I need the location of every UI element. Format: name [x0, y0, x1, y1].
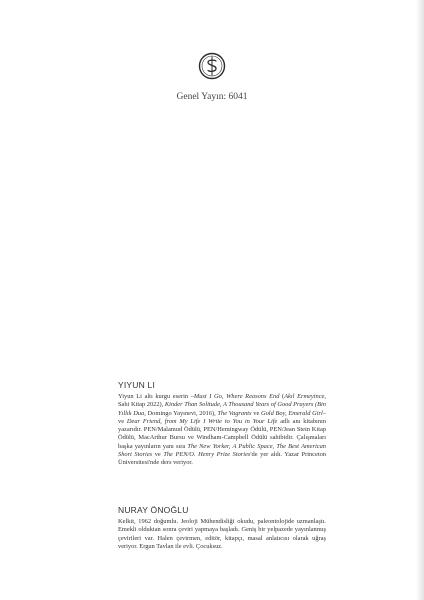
- translator-bio: Kelkit, 1962 doğumlu. Jeoloji Mühendisliği okudu, paleontolojide uzmanlaştı. Emekli olduktan sonra çeviri yapmaya başladı. Geniş bir yelpazede yayınlanmış çevirileri var. Halen çevirmen, editör, kitapçı, masal anlatıcısı olarak uğraş veriyor. Ergun Tavlan ile evli. Çocuksuz.: [118, 518, 326, 550]
- author-section: [118, 380, 326, 468]
- author-name: YIYUN LI: [118, 380, 156, 390]
- author-bio: Yiyun Li altı kurgu eserin –Must I Go, Where Reasons End (Akıl Ermeyince, Sahi Kitap 2022), Kinder Than Solitude, A Thousand Years of Good Prayers (Bin Yıllık Dua, Domingo Yayınevi, 2016), The Vagrants ve Gold Boy, Emerald Girl– ve Dear Friend, from My Life I Write to You in Your Life adlı anı kitabının yazarıdır. PEN/Malamud Ödülü, PEN/Hemingway Ödülü, PEN/Jean Stein Kitap Ödülü, MacArthur Bursu ve Windham-Campbell Ödülü sahibidir. Çalışmaları başka yayınların yanı sıra The New Yorker, A Public Space, The Best American Short Stories ve The PEN/O. Henry Prize Stories'de yer aldı. Yazar Princeton Üniversitesi'nde ders veriyor.: [118, 393, 327, 467]
- translator-section: [118, 505, 326, 551]
- series-number: Genel Yayın: 6041: [176, 92, 248, 102]
- translator-name: NURAY ÖNOĞLU: [118, 505, 189, 515]
- publisher-logo: [0, 52, 424, 80]
- page-edge-shadow: [416, 0, 424, 600]
- publisher-seal-icon: [198, 52, 226, 80]
